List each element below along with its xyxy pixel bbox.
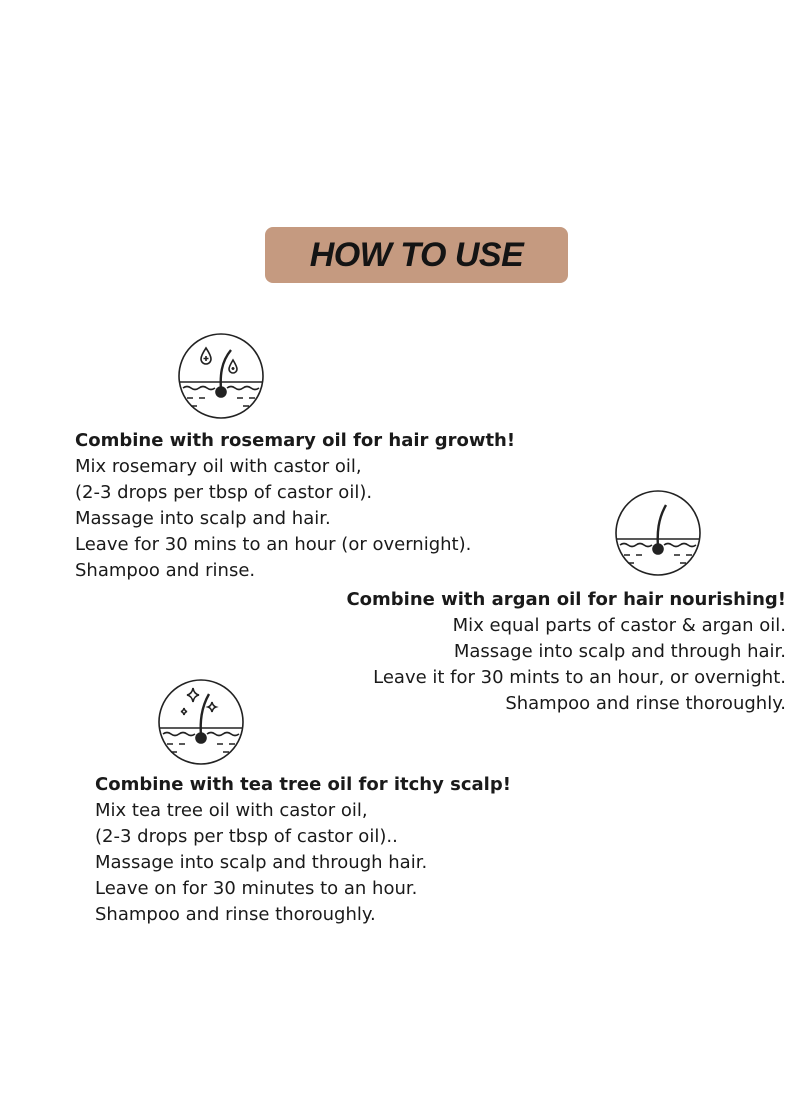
instruction-line: Leave it for 30 mints to an hour, or overnight. bbox=[373, 667, 786, 688]
instruction-line: Massage into scalp and through hair. bbox=[453, 641, 786, 662]
instruction-line: Massage into scalp and hair. bbox=[75, 508, 331, 529]
instruction-line: (2-3 drops per tbsp of castor oil).. bbox=[95, 826, 398, 847]
title-banner bbox=[265, 227, 568, 283]
section-heading: Combine with rosemary oil for hair growth! bbox=[75, 430, 516, 451]
instruction-line: Mix equal parts of castor & argan oil. bbox=[452, 615, 786, 636]
tea-tree-section bbox=[95, 772, 511, 928]
section-heading: Combine with argan oil for hair nourishing! bbox=[346, 589, 786, 610]
page-title: HOW TO USE bbox=[309, 235, 524, 274]
rosemary-section bbox=[75, 428, 515, 584]
instruction-line: Leave for 30 mins to an hour (or overnight). bbox=[75, 534, 472, 555]
instruction-line: (2-3 drops per tbsp of castor oil). bbox=[75, 482, 373, 503]
instruction-line: Mix tea tree oil with castor oil, bbox=[95, 800, 368, 821]
hair-follicle-droplets-icon bbox=[177, 332, 265, 420]
hair-follicle-sparkle-icon bbox=[157, 678, 245, 766]
instruction-line: Massage into scalp and through hair. bbox=[95, 852, 428, 873]
instruction-line: Shampoo and rinse. bbox=[75, 560, 256, 581]
instruction-line: Shampoo and rinse thoroughly. bbox=[95, 904, 376, 925]
instruction-line: Mix rosemary oil with castor oil, bbox=[75, 456, 362, 477]
hair-follicle-icon bbox=[614, 489, 702, 577]
section-heading: Combine with tea tree oil for itchy scalp! bbox=[95, 774, 511, 795]
instruction-line: Shampoo and rinse thoroughly. bbox=[505, 693, 786, 714]
instruction-line: Leave on for 30 minutes to an hour. bbox=[95, 878, 418, 899]
argan-section bbox=[346, 587, 786, 717]
